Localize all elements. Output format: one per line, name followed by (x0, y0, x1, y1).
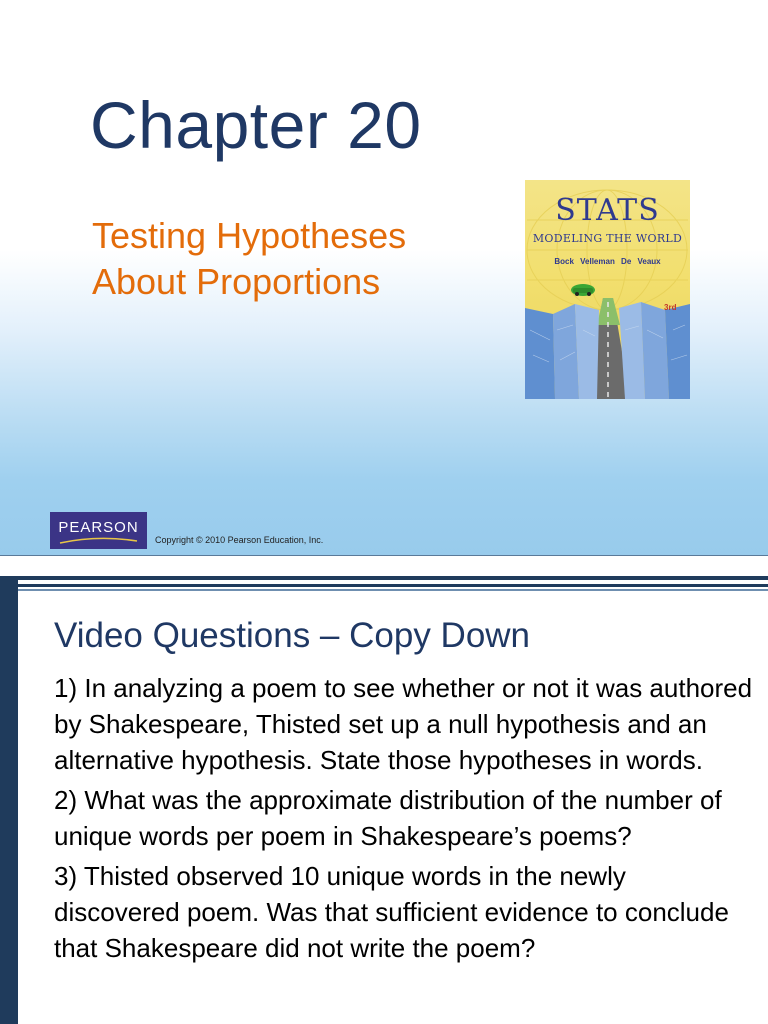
pearson-logo-text: PEARSON (58, 519, 139, 536)
slide-title: Video Questions – Copy Down (54, 616, 531, 655)
question-item: 3) Thisted observed 10 unique words in the newly discovered poem. Was that sufficient evidence to conclude that Shakespeare did not write the poem? (54, 861, 729, 963)
chapter-title: Chapter 20 (90, 88, 422, 162)
textbook-cover-image (525, 180, 690, 399)
book-title: STATS (555, 193, 660, 228)
subtitle-line-1: Testing Hypotheses (92, 215, 407, 256)
subtitle-line-2: About Proportions (92, 261, 381, 302)
header-rule (18, 589, 768, 591)
chapter-subtitle (92, 213, 406, 305)
copyright-notice: Copyright © 2010 Pearson Education, Inc. (155, 535, 324, 545)
logo-swoosh-icon (58, 537, 139, 545)
slide-divider (0, 555, 768, 556)
book-subtitle: MODELING THE WORLD (532, 232, 683, 245)
left-accent-bar (0, 576, 18, 1024)
question-item: 1) In analyzing a poem to see whether or not it was authored by Shakespeare, Thisted set up a null hypothesis and an alternative hypothesis. State those hypotheses in words. (54, 673, 753, 775)
question-item: 2) What was the approximate distribution of the number of unique words per poem in Shakespeare’s poems? (54, 785, 722, 851)
header-rule (18, 576, 768, 580)
header-rule (18, 584, 768, 587)
question-list (54, 670, 754, 970)
book-authors: Bock Velleman De Veaux (554, 257, 661, 266)
book-edition: 3rd (664, 303, 677, 312)
content-slide (0, 576, 768, 1024)
pearson-logo (50, 512, 147, 549)
